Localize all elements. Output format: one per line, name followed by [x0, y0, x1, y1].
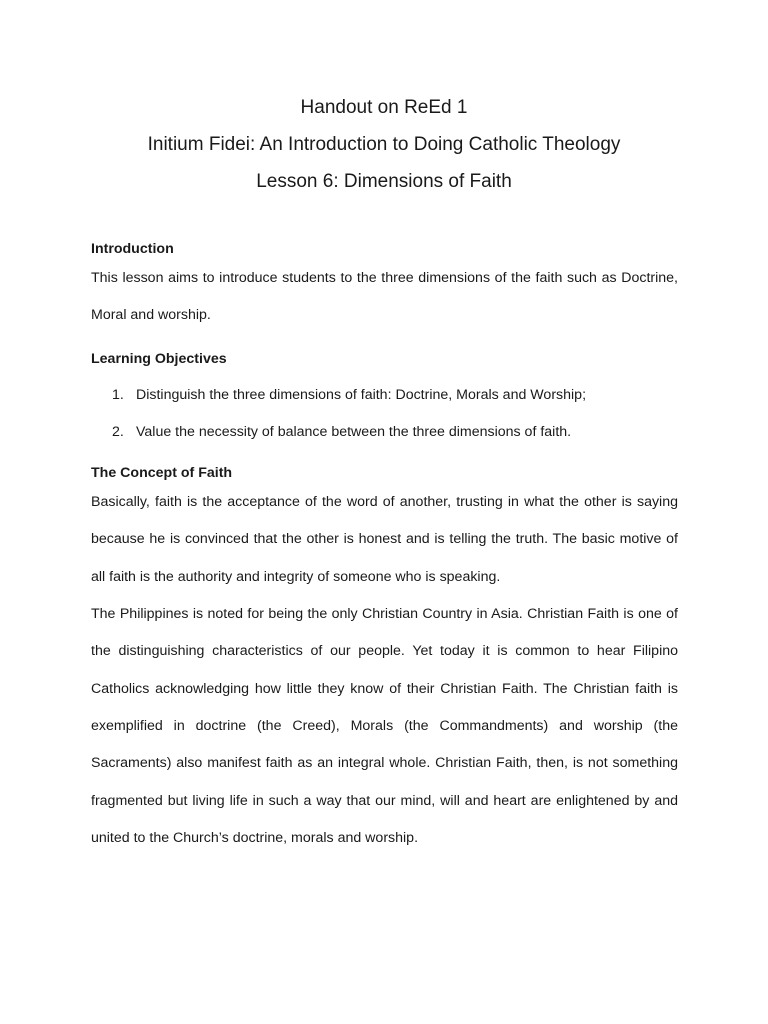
handout-title: Handout on ReEd 1: [300, 97, 468, 118]
objective-number: 1.: [112, 386, 124, 403]
concept-heading: The Concept of Faith: [91, 465, 233, 482]
objective-item: [91, 377, 678, 414]
document-header: [0, 89, 768, 200]
objective-text: Distinguish the three dimensions of faith: Doctrine, Morals and Worship;: [136, 386, 587, 403]
objective-number: 2.: [112, 423, 124, 440]
objective-text: Value the necessity of balance between the three dimensions of faith.: [136, 423, 572, 440]
introduction-text: This lesson aims to introduce students to the three dimensions of the faith such as Doctrine, Moral and worship.: [91, 270, 678, 324]
concept-paragraph-1: Basically, faith is the acceptance of the word of another, trusting in what the other is saying because he is convinced that the other is honest and is telling the truth. The basic motive of all faith is the authority and integrity of someone who is speaking.: [91, 494, 678, 585]
objectives-list: [91, 377, 678, 452]
document-body: [91, 239, 678, 857]
objectives-heading: Learning Objectives: [91, 350, 227, 367]
introduction-heading: Introduction: [91, 241, 174, 257]
objective-item: [91, 414, 678, 451]
course-title: Initium Fidei: An Introduction to Doing Catholic Theology: [147, 134, 621, 155]
concept-paragraph-2: The Philippines is noted for being the only Christian Country in Asia. Christian Faith is one of the distinguishing characteristics of our people. Yet today it is common to hear Filipino Catholics acknowledging how little they know of their Christian Faith. The Christian faith is exemplified in doctrine (the Creed), Morals (the Commandments) and worship (the Sacraments) also manifest faith as an integral whole. Christian Faith, then, is not something fragmented but living life in such a way that our mind, will and heart are enlightened by and united to the Church’s doctrine, morals and worship.: [91, 606, 678, 846]
lesson-title: Lesson 6: Dimensions of Faith: [256, 171, 512, 192]
